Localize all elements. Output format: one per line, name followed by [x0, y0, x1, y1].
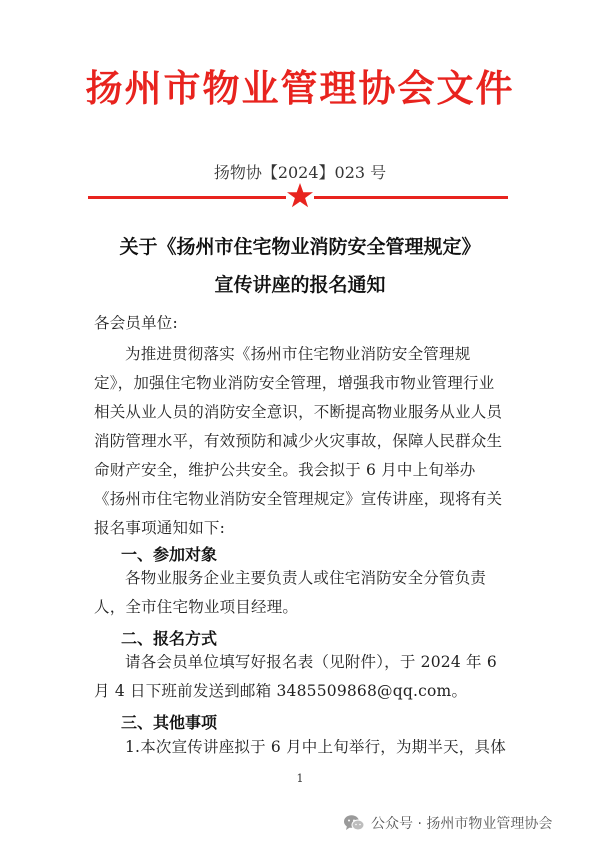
watermark-text: 公众号 · 扬州市物业管理协会	[371, 816, 553, 832]
section-text-participants: 各物业服务企业主要负责人或住宅消防安全分管负责人，全市住宅物业项目经理。	[94, 569, 487, 616]
wechat-icon	[343, 814, 365, 832]
intro-paragraph: 为推进贯彻落实《扬州市住宅物业消防安全管理规定》，加强住宅物业消防安全管理，增强我市物业管理行业相关从业人员的消防安全意识，不断提高物业服务从业人员消防管理水平，有效预防和减少火灾事故，保障人民群众生命财产安全，维护公共安全。我会拟于 6 月中上旬举办《扬州市住宅物业消防安全管理规定》宣传讲座，现将有关报名事项通知如下:	[94, 345, 503, 537]
red-divider-left	[88, 196, 286, 199]
notice-title-line-2: 宣传讲座的报名通知	[214, 274, 386, 296]
section-heading-registration: 二、报名方式	[121, 629, 218, 648]
section-text-other: 1.本次宣传讲座拟于 6 月中上旬举行，为期半天，具体	[125, 738, 506, 756]
document-number: 扬物协【2024】023 号	[213, 163, 387, 182]
section-text-registration: 请各会员单位填写好报名表（见附件），于 2024 年 6 月 4 日下班前发送到邮箱 3485509868@qq.com。	[94, 653, 497, 700]
section-heading-participants: 一、参加对象	[121, 545, 218, 564]
red-star-icon	[286, 182, 314, 210]
section-heading-other: 三、其他事项	[121, 713, 218, 732]
salutation: 各会员单位:	[94, 314, 178, 332]
document-header-title: 扬州市物业管理协会文件	[85, 67, 515, 110]
red-divider-right	[314, 196, 508, 199]
notice-title-line-1: 关于《扬州市住宅物业消防安全管理规定》	[119, 236, 481, 258]
wechat-watermark	[343, 810, 552, 836]
page-number: 1	[296, 772, 304, 785]
